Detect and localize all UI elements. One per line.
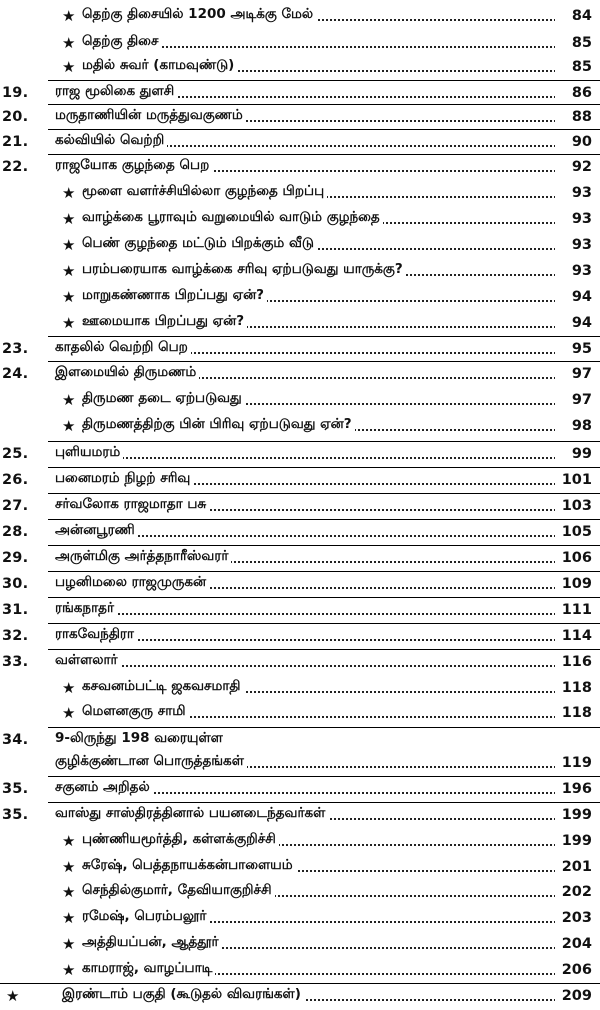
toc-entry-number: 27. [2,498,29,514]
toc-entry-page: 118 [555,680,592,696]
toc-entry-title: குழிக்குண்டான பொருத்தங்கள் [55,753,247,771]
toc-entry-page: 90 [555,134,592,150]
toc-entry-page: 111 [555,602,592,618]
toc-entry [0,494,600,516]
toc-entry-page: 196 [555,781,592,797]
toc-entry-page: 119 [555,755,592,771]
toc-entry-title: சர்வலோக ராஜமாதா பசு [55,496,209,514]
toc-entry-title: அத்தியப்பன், ஆத்தூர் [82,934,222,952]
toc-entry-title: மாறுகண்ணாக பிறப்பது ஏன்? [82,287,267,305]
toc-entry-number: 33. [2,654,29,670]
toc-entry [0,572,600,594]
toc-entry-page: 199 [555,833,592,849]
toc-entry-number: 35. [2,781,29,797]
toc-entry-number: 24. [2,366,29,382]
toc-entry-page: 204 [555,936,592,952]
toc-entry [0,81,600,103]
toc-entry-title: ராகவேந்திரா [55,626,137,644]
toc-entry-page: 209 [555,988,592,1004]
toc-entry-number: 28. [2,524,29,540]
toc-entry-page: 88 [555,109,592,125]
toc-entry-title: ராஜ மூலிகை துளசி [55,83,177,101]
toc-entry-page: 85 [555,59,592,75]
toc-entry [0,414,600,436]
toc-entry-number: 35. [2,807,29,823]
toc-entry [0,442,600,464]
toc-entry-page: 97 [555,366,592,382]
toc-entry-number: 19. [2,85,29,101]
toc-entry-page: 109 [555,576,592,592]
toc-entry [0,546,600,568]
toc-entry-number: 26. [2,472,29,488]
toc-entry-title: பனைமரம் நிழற் சரிவு [55,470,193,488]
toc-entry-title: ராஜயோக குழந்தை பெற [55,157,212,175]
toc-entry-number: 32. [2,628,29,644]
dot-leader [55,613,556,615]
toc-entry [0,233,600,255]
toc-entry-number: 29. [2,550,29,566]
toc-entry [0,285,600,307]
toc-entry-title: ரமேஷ், பெரம்பலூர் [82,908,209,926]
toc-entry [0,803,600,825]
toc-entry-page: 86 [555,85,592,101]
toc-entry [0,181,600,203]
toc-entry [0,362,600,384]
toc-entry-page: 92 [555,159,592,175]
toc-entry [0,650,600,672]
toc-entry-title: காதலில் வெற்றி பெற [55,339,191,357]
toc-entry-number: 21. [2,134,29,150]
toc-entry-title: ரங்கநாதர் [55,600,117,618]
toc-entry-page: 202 [555,884,592,900]
toc-entry-title: பெண் குழந்தை மட்டும் பிறக்கும் வீடு [82,235,317,253]
star-bullet-icon: ★ [62,262,76,280]
toc-entry-title: மௌனகுரு சாமி [82,703,189,721]
toc-entry [0,676,600,698]
toc-entry-title: புளியமரம் [55,444,123,462]
star-bullet-icon: ★ [62,210,76,228]
toc-entry-page: 199 [555,807,592,823]
star-bullet-icon: ★ [62,883,76,901]
toc-entry-title: மருதாணியின் மருத்துவகுணம் [55,107,246,125]
toc-entry [0,958,600,980]
toc-entry-page: 93 [555,211,592,227]
toc-entry [0,777,600,799]
toc-entry-title: வாழ்க்கை பூராவும் வறுமையில் வாடும் குழந்தை [82,209,383,227]
toc-entry-page: 203 [555,910,592,926]
toc-entry-number: 25. [2,446,29,462]
toc-entry-title: புண்ணியமூர்த்தி, கள்ளக்குறிச்சி [82,831,279,849]
toc-entry [0,751,600,773]
toc-entry-number: 31. [2,602,29,618]
toc-entry-number: 22. [2,159,29,175]
toc-entry-title: மூளை வளர்ச்சியில்லா குழந்தை பிறப்பு [82,183,327,201]
toc-entry-page: 116 [555,654,592,670]
toc-entry [0,984,600,1006]
toc-entry-title: கசவனம்பட்டி ஜகவசமாதி [82,678,244,696]
toc-entry [0,624,600,646]
dot-leader [55,665,556,667]
toc-entry [0,932,600,954]
star-bullet-icon: ★ [62,7,76,25]
star-bullet-icon: ★ [62,184,76,202]
star-bullet-icon: ★ [62,832,76,850]
toc-entry [0,728,600,750]
toc-entry-page: 95 [555,341,592,357]
toc-entry-number: 34. [2,732,29,748]
toc-entry [0,55,600,77]
toc-entry-title: வாஸ்து சாஸ்திரத்தினால் பயனடைந்தவர்கள் [55,805,328,823]
toc-entry [0,388,600,410]
star-bullet-icon: ★ [62,58,76,76]
toc-entry [0,105,600,127]
toc-entry-title: 9-லிருந்து 198 வரையுள்ள [55,730,226,748]
star-bullet-icon: ★ [62,858,76,876]
toc-entry-title: ஊமையாக பிறப்பது ஏன்? [82,313,247,331]
toc-entry [0,337,600,359]
toc-entry-title: இளமையில் திருமணம் [55,364,199,382]
toc-entry-title: சுரேஷ், பெத்தநாயக்கன்பாளையம் [82,857,296,875]
toc-entry-title: அன்னபூரணி [55,522,138,540]
toc-entry-title: இரண்டாம் பகுதி (கூடுதல் விவரங்கள்) [62,986,304,1004]
toc-entry [0,829,600,851]
star-bullet-icon: ★ [62,34,76,52]
toc-entry-title: திருமணத்திற்கு பின் பிரிவு ஏற்படுவது ஏன்? [82,416,355,434]
toc-entry-title: வள்ளலார் [55,652,121,670]
toc-entry-page: 98 [555,418,592,434]
star-bullet-icon: ★ [6,987,20,1005]
toc-entry-page: 103 [555,498,592,514]
star-bullet-icon: ★ [62,314,76,332]
toc-entry-page: 94 [555,289,592,305]
toc-entry-page: 84 [555,8,592,24]
toc-entry-page: 94 [555,315,592,331]
toc-entry-title: தெற்கு திசை [82,33,161,51]
toc-entry-page: 105 [555,524,592,540]
toc-entry [0,520,600,542]
toc-entry-title: காமராஜ், வாழப்பாடி [82,960,215,978]
toc-entry [0,207,600,229]
toc-entry-page: 114 [555,628,592,644]
toc-entry-page: 85 [555,35,592,51]
toc-entry [0,130,600,152]
toc-entry-title: பரம்பரையாக வாழ்க்கை சரிவு ஏற்படுவது யாருக்கு? [82,261,406,279]
star-bullet-icon: ★ [62,935,76,953]
toc-entry-title: செந்தில்குமார், தேவியாகுறிச்சி [82,882,275,900]
star-bullet-icon: ★ [62,961,76,979]
star-bullet-icon: ★ [62,909,76,927]
toc-entry-title: தெற்கு திசையில் 1200 அடிக்கு மேல் [82,6,316,24]
toc-entry [0,701,600,723]
toc-entry-page: 106 [555,550,592,566]
star-bullet-icon: ★ [62,417,76,435]
toc-entry-number: 23. [2,341,29,357]
toc-entry-page: 93 [555,237,592,253]
toc-entry-page: 99 [555,446,592,462]
toc-entry [0,906,600,928]
toc-entry [0,880,600,902]
star-bullet-icon: ★ [62,679,76,697]
toc-entry [0,855,600,877]
toc-entry-page: 201 [555,859,592,875]
toc-entry-page: 118 [555,705,592,721]
toc-entry-title: கல்வியில் வெற்றி [55,132,167,150]
toc-entry [0,4,600,26]
toc-entry-page: 97 [555,392,592,408]
star-bullet-icon: ★ [62,288,76,306]
toc-entry [0,468,600,490]
toc-entry [0,259,600,281]
toc-entry-title: திருமண தடை ஏற்படுவது [82,390,245,408]
star-bullet-icon: ★ [62,391,76,409]
toc-entry-title: சகுனம் அறிதல் [55,779,153,797]
toc-entry-title: மதில் சுவர் (காமவுண்டு) [82,57,237,75]
toc-entry-title: பழனிமலை ராஜமுருகன் [55,574,209,592]
toc-entry-title: அருள்மிகு அர்த்தநாரீஸ்வரர் [55,548,231,566]
star-bullet-icon: ★ [62,704,76,722]
toc-entry [0,155,600,177]
toc-entry [0,598,600,620]
toc-entry-page: 206 [555,962,592,978]
star-bullet-icon: ★ [62,236,76,254]
toc-entry-page: 93 [555,263,592,279]
dot-leader [55,457,556,459]
toc-entry [0,311,600,333]
toc-entry-page: 93 [555,185,592,201]
toc-entry [0,31,600,53]
toc-entry-page: 101 [555,472,592,488]
toc-entry-number: 20. [2,109,29,125]
toc-entry-number: 30. [2,576,29,592]
